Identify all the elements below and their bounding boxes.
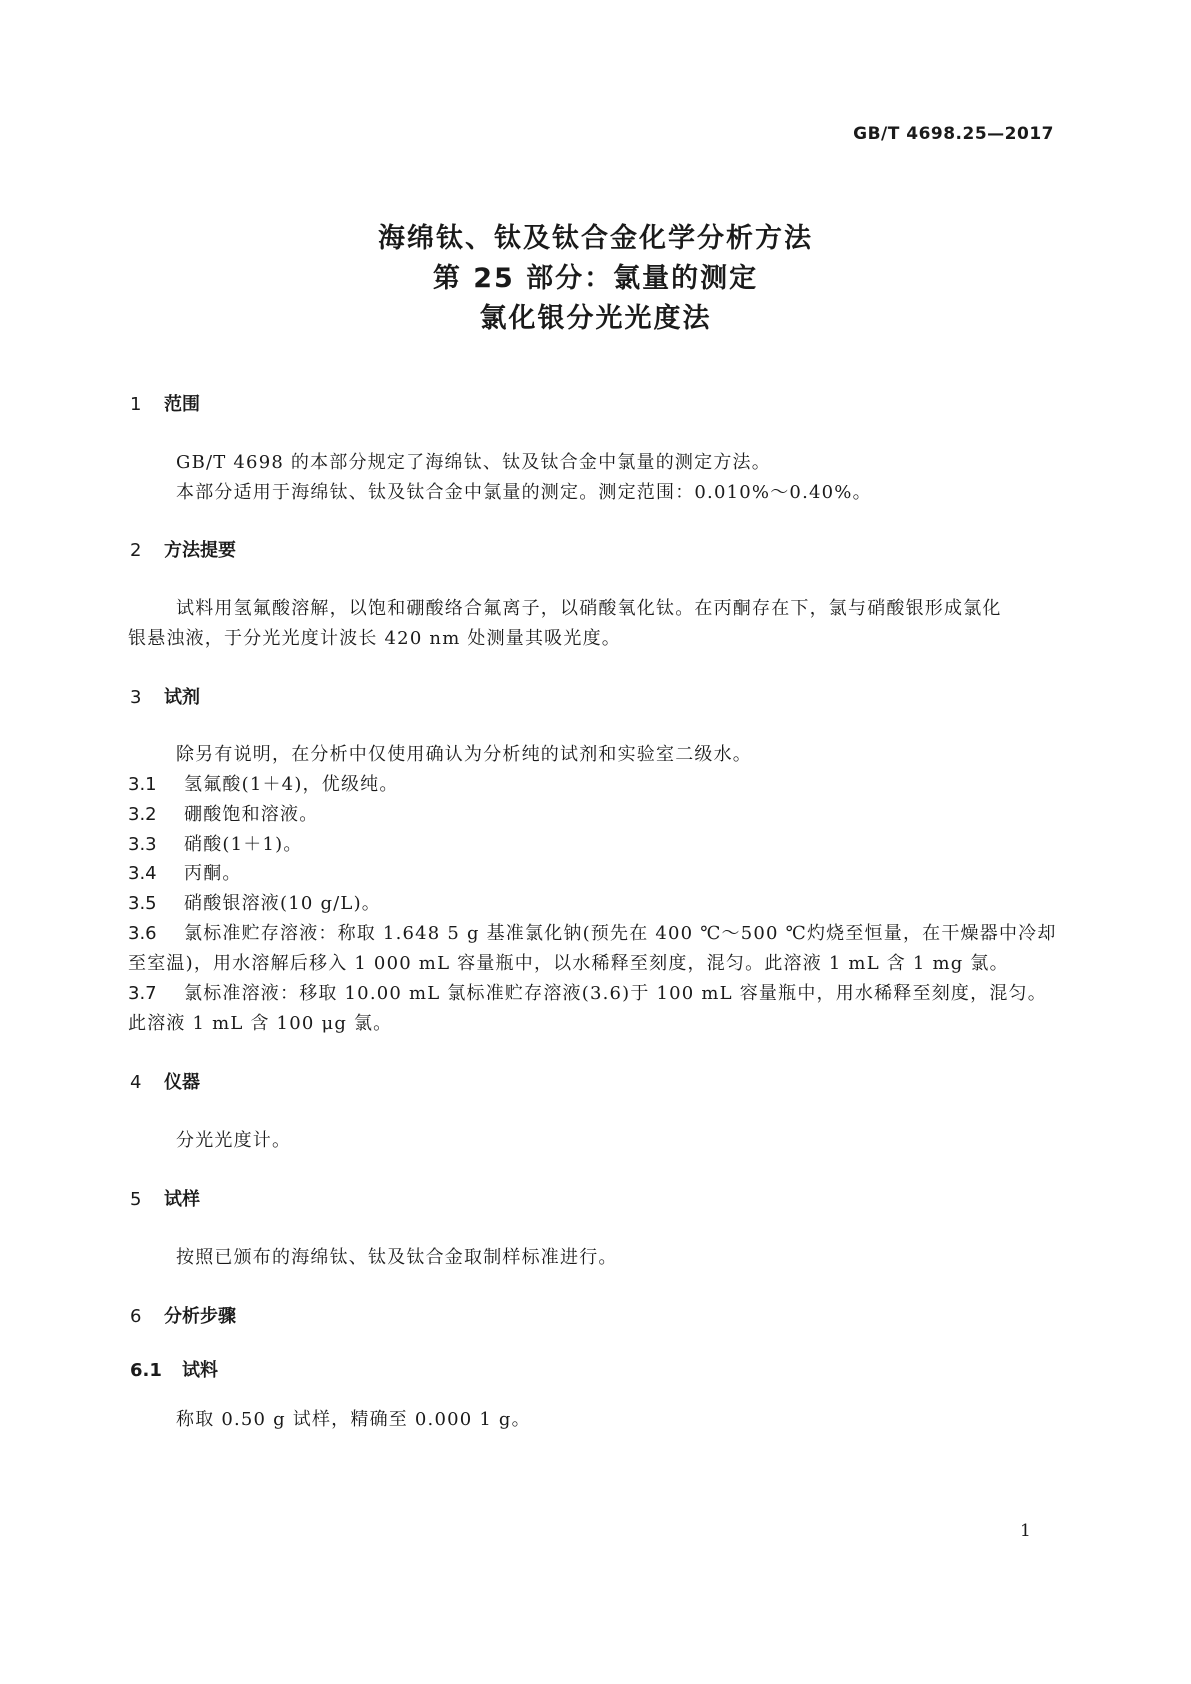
section-heading-principle <box>130 536 236 562</box>
document-title-line-3: 氯化银分光光度法 <box>479 303 712 334</box>
section-number: 6 <box>130 1306 142 1327</box>
subsection-heading-test-portion <box>130 1356 218 1382</box>
item-text: 硝酸(1＋1)。 <box>184 834 303 855</box>
item-text: 氯标准溶液：移取 10.00 mL 氯标准贮存溶液(3.6)于 100 mL 容量瓶中，用水稀释至刻度，混匀。 <box>184 983 1047 1004</box>
section-title: 试剂 <box>164 687 200 708</box>
section-heading-procedure <box>130 1302 236 1328</box>
paragraph: 除另有说明，在分析中仅使用确认为分析纯的试剂和实验室二级水。 <box>176 744 752 765</box>
section-heading-reagents <box>130 683 200 709</box>
paragraph: 称取 0.50 g 试样，精确至 0.000 1 g。 <box>176 1409 531 1430</box>
item-text: 丙酮。 <box>184 863 242 884</box>
item-text: 氯标准贮存溶液：称取 1.648 5 g 基准氯化钠(预先在 400 ℃～500 ℃灼烧至恒量，在干燥器中冷却 <box>184 923 1057 944</box>
reagent-item <box>128 770 399 796</box>
item-number: 3.4 <box>128 863 157 884</box>
item-number: 3.7 <box>128 983 157 1004</box>
subsection-number: 6.1 <box>130 1360 162 1381</box>
subsection-title: 试料 <box>182 1360 218 1381</box>
item-text: 硼酸饱和溶液。 <box>184 804 319 825</box>
item-number: 3.3 <box>128 834 157 855</box>
section-number: 5 <box>130 1189 142 1210</box>
reagent-item <box>128 919 1057 945</box>
item-text: 氢氟酸(1＋4)，优级纯。 <box>184 774 399 795</box>
item-text-continuation: 至室温)，用水溶解后移入 1 000 mL 容量瓶中，以水稀释至刻度，混匀。此溶液 1 mL 含 1 mg 氯。 <box>128 953 1009 974</box>
section-title: 试样 <box>164 1189 200 1210</box>
section-number: 1 <box>130 394 142 415</box>
section-heading-sample <box>130 1185 200 1211</box>
section-number: 2 <box>130 540 142 561</box>
document-title-line-1: 海绵钛、钛及钛合金化学分析方法 <box>378 223 813 254</box>
item-text-continuation: 此溶液 1 mL 含 100 μg 氯。 <box>128 1013 393 1034</box>
item-number: 3.2 <box>128 804 157 825</box>
item-number: 3.1 <box>128 774 157 795</box>
section-title: 方法提要 <box>164 540 236 561</box>
section-title: 仪器 <box>164 1072 200 1093</box>
item-number: 3.6 <box>128 923 157 944</box>
reagent-item <box>128 800 318 826</box>
paragraph: 分光光度计。 <box>176 1130 292 1151</box>
item-text: 硝酸银溶液(10 g/L)。 <box>184 893 382 914</box>
paragraph: 试料用氢氟酸溶解，以饱和硼酸络合氟离子，以硝酸氧化钛。在丙酮存在下，氯与硝酸银形成氯化 <box>176 598 1002 619</box>
reagent-item <box>128 979 1047 1005</box>
reagent-item <box>128 859 242 885</box>
section-heading-scope <box>130 390 200 416</box>
section-title: 分析步骤 <box>164 1306 236 1327</box>
section-number: 3 <box>130 687 142 708</box>
section-title: 范围 <box>164 394 200 415</box>
section-number: 4 <box>130 1072 142 1093</box>
standard-code: GB/T 4698.25—2017 <box>853 124 1054 144</box>
paragraph: GB/T 4698 的本部分规定了海绵钛、钛及钛合金中氯量的测定方法。 <box>176 452 771 473</box>
paragraph-continuation: 银悬浊液，于分光光度计波长 420 nm 处测量其吸光度。 <box>128 628 621 649</box>
reagent-item <box>128 889 381 915</box>
paragraph: 本部分适用于海绵钛、钛及钛合金中氯量的测定。测定范围：0.010%～0.40%。 <box>176 482 872 503</box>
reagent-item <box>128 830 303 856</box>
page-number: 1 <box>1020 1521 1031 1541</box>
item-number: 3.5 <box>128 893 157 914</box>
paragraph: 按照已颁布的海绵钛、钛及钛合金取制样标准进行。 <box>176 1247 618 1268</box>
section-heading-apparatus <box>130 1068 200 1094</box>
document-title-line-2: 第 25 部分：氯量的测定 <box>432 263 759 294</box>
